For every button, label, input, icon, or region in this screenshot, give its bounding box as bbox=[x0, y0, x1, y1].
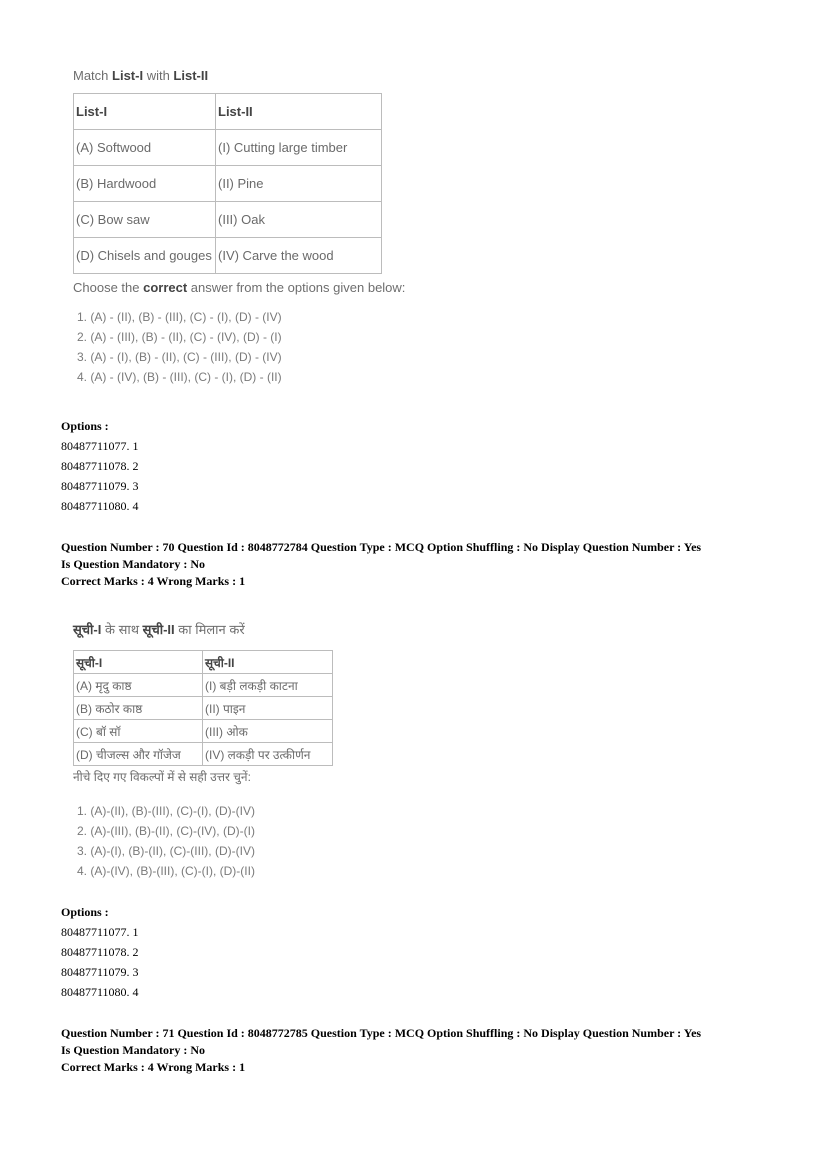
table-cell: (B) कठोर काष्ठ bbox=[74, 697, 203, 720]
table-cell: (D) चीजल्स और गॉजेज bbox=[74, 743, 203, 766]
table-cell: (A) Softwood bbox=[74, 130, 216, 166]
option-item: 80487711079. 3 bbox=[61, 479, 139, 493]
table-cell: (C) बॉ सॉ bbox=[74, 720, 203, 743]
table-cell: (IV) लकड़ी पर उत्कीर्णन bbox=[203, 743, 333, 766]
match-prompt: सूची-I के साथ सूची-II का मिलान करें bbox=[73, 622, 245, 637]
question-info-line: Question Number : 70 Question Id : 8048772784 Question Type : MCQ Option Shuffling : No Display Question Number : Yes bbox=[61, 540, 702, 554]
table-cell: (I) बड़ी लकड़ी काटना bbox=[203, 674, 333, 697]
table-cell: (C) Bow saw bbox=[74, 202, 216, 238]
question-marks-line: Correct Marks : 4 Wrong Marks : 1 bbox=[61, 574, 246, 588]
options-label: Options : bbox=[61, 419, 109, 433]
table-cell: (B) Hardwood bbox=[74, 166, 216, 202]
table-row bbox=[74, 720, 333, 743]
answer-choices bbox=[73, 801, 353, 881]
choose-instruction: नीचे दिए गए विकल्पों में से सही उत्तर चुनें: bbox=[73, 770, 251, 784]
table-header-cell: सूची-II bbox=[203, 651, 333, 674]
table-header-cell: List-II bbox=[216, 94, 382, 130]
table-cell: (III) Oak bbox=[216, 202, 382, 238]
table-cell: (III) ओक bbox=[203, 720, 333, 743]
table-row bbox=[74, 238, 382, 274]
table-cell: (II) पाइन bbox=[203, 697, 333, 720]
question-69-options bbox=[61, 416, 139, 516]
question-mandatory-line: Is Question Mandatory : No bbox=[61, 1043, 206, 1057]
table-cell: (A) मृदु काष्ठ bbox=[74, 674, 203, 697]
question-70-options bbox=[61, 902, 139, 1002]
list-item: 4. (A)-(IV), (B)-(III), (C)-(I), (D)-(II) bbox=[77, 864, 255, 878]
match-table bbox=[73, 93, 382, 274]
list-item: 2. (A) - (III), (B) - (II), (C) - (IV), (D) - (I) bbox=[77, 330, 282, 344]
question-mandatory-line: Is Question Mandatory : No bbox=[61, 557, 206, 571]
question-69-image bbox=[73, 68, 433, 387]
table-row bbox=[74, 202, 382, 238]
list-item: 4. (A) - (IV), (B) - (III), (C) - (I), (D) - (II) bbox=[77, 370, 282, 384]
table-header-cell: List-I bbox=[74, 94, 216, 130]
question-70-meta bbox=[61, 539, 801, 590]
option-item: 80487711079. 3 bbox=[61, 965, 139, 979]
list-item: 3. (A)-(I), (B)-(II), (C)-(III), (D)-(IV) bbox=[77, 844, 255, 858]
table-header-cell: सूची-I bbox=[74, 651, 203, 674]
option-item: 80487711077. 1 bbox=[61, 439, 139, 453]
list-item: 1. (A)-(II), (B)-(III), (C)-(I), (D)-(IV) bbox=[77, 804, 255, 818]
table-row bbox=[74, 166, 382, 202]
table-header-row bbox=[74, 651, 333, 674]
table-row bbox=[74, 697, 333, 720]
option-item: 80487711080. 4 bbox=[61, 499, 139, 513]
table-row bbox=[74, 743, 333, 766]
answer-choices bbox=[73, 307, 433, 387]
table-cell: (IV) Carve the wood bbox=[216, 238, 382, 274]
option-item: 80487711078. 2 bbox=[61, 945, 139, 959]
table-row bbox=[74, 130, 382, 166]
list-item: 1. (A) - (II), (B) - (III), (C) - (I), (D) - (IV) bbox=[77, 310, 282, 324]
choose-instruction: Choose the correct answer from the options given below: bbox=[73, 280, 406, 295]
table-cell: (D) Chisels and gouges bbox=[74, 238, 216, 274]
list-item: 2. (A)-(III), (B)-(II), (C)-(IV), (D)-(I) bbox=[77, 824, 255, 838]
table-row bbox=[74, 674, 333, 697]
table-header-row bbox=[74, 94, 382, 130]
table-cell: (II) Pine bbox=[216, 166, 382, 202]
question-71-meta bbox=[61, 1025, 801, 1076]
option-item: 80487711080. 4 bbox=[61, 985, 139, 999]
question-info-line: Question Number : 71 Question Id : 8048772785 Question Type : MCQ Option Shuffling : No Display Question Number : Yes bbox=[61, 1026, 702, 1040]
table-cell: (I) Cutting large timber bbox=[216, 130, 382, 166]
list-item: 3. (A) - (I), (B) - (II), (C) - (III), (D) - (IV) bbox=[77, 350, 282, 364]
options-label: Options : bbox=[61, 905, 109, 919]
option-item: 80487711078. 2 bbox=[61, 459, 139, 473]
question-70-image bbox=[73, 620, 353, 881]
match-prompt: Match List-I with List-II bbox=[73, 68, 209, 83]
match-table bbox=[73, 650, 333, 766]
question-marks-line: Correct Marks : 4 Wrong Marks : 1 bbox=[61, 1060, 246, 1074]
option-item: 80487711077. 1 bbox=[61, 925, 139, 939]
